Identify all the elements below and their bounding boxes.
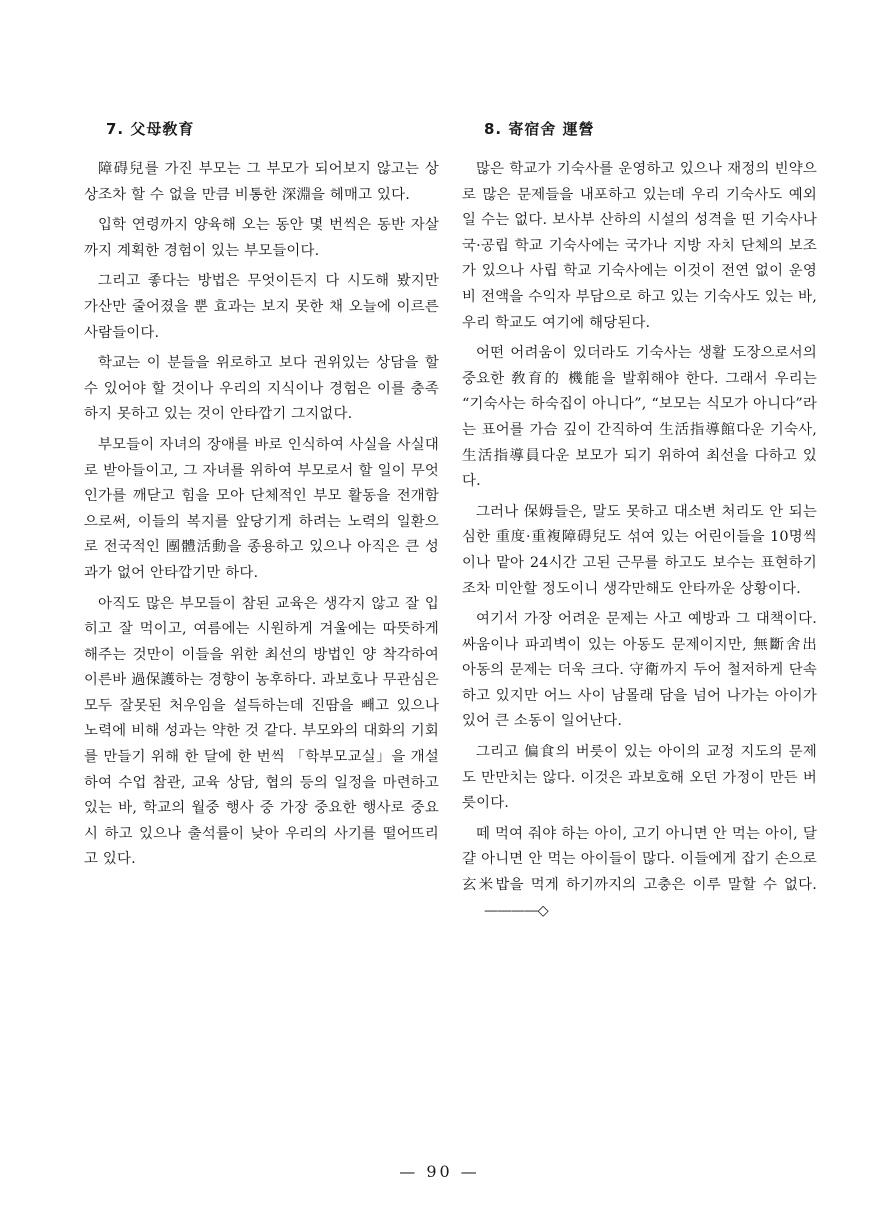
paragraph: 그리고 좋다는 방법은 무엇이든지 다 시도해 봤지만 가산만 줄어졌을 뿐 효과는 보지 못한 채 오늘에 이르른 사람들이다. xyxy=(84,273,439,341)
paragraph: 어떤 어려움이 있더라도 기숙사는 생활 도장으로서의 중요한 敎育的 機能을 발휘해야 한다. 그래서 우리는 “기숙사는 하숙집이 아니다”, “보모는 식모가 아니다”라는 표어를 가슴 깊이 간직하여 生活指導館다운 기숙사, 生活指導員다운 보모가 되기 위하여 최선을 다하고 있다. xyxy=(462,345,818,490)
paragraph: 그러나 保姆들은, 말도 못하고 대소변 처리도 안 되는 심한 重度·重複障碍兒도 섞여 있는 어린이들을 10명씩이나 맡아 24시간 고된 근무를 하고도 보수는 표현하기조차 미안할 정도이니 생각만해도 안타까운 상황이다. xyxy=(462,503,817,597)
end-mark: ————◇ xyxy=(484,902,548,919)
paragraph: 여기서 가장 어려운 문제는 사고 예방과 그 대책이다. 싸움이나 파괴벽이 있는 아동도 문제이지만, 無斷舍出 아동의 문제는 더욱 크다. 守衛까지 두어 철저하게 단속하고 있지만 어느 사이 남몰래 담을 넘어 나가는 아이가 있어 큰 소동이 일어난다. xyxy=(462,611,817,730)
paragraph: 입학 연령까지 양육해 오는 동안 몇 번씩은 동반 자살까지 계획한 경험이 있는 부모들이다. xyxy=(84,217,439,259)
paragraph-last xyxy=(462,822,817,924)
paragraph: 부모들이 자녀의 장애를 바로 인식하여 사실을 사실대로 받아들이고, 그 자녀를 위하여 부모로서 할 일이 무엇인가를 깨닫고 힘을 모아 단체적인 부모 활동을 전개함으로써, 이들의 복지를 앞당기게 하려는 노력의 일환으로 전국적인 團體活動을 종용하고 있으나 아직은 큰 성과가 없어 안타깝기만 하다. xyxy=(84,436,439,581)
paragraph: 많은 학교가 기숙사를 운영하고 있으나 재정의 빈약으로 많은 문제들을 내포하고 있는데 우리 기숙사도 예외일 수는 없다. 보사부 산하의 시설의 성격을 띤 기숙사나 국·공립 학교 기숙사에는 국가나 지방 자치 단체의 보조가 있으나 사립 학교 기숙사에는 이것이 전연 없이 운영비 전액을 수익자 부담으로 하고 있는 기숙사도 있는 바, 우리 학교도 여기에 해당된다. xyxy=(462,161,817,331)
paragraph: 그리고 偏食의 버릇이 있는 아이의 교정 지도의 문제도 만만치는 않다. 이것은 과보호해 오던 가정이 만든 버릇이다. xyxy=(462,744,817,812)
page-number: — 90 — xyxy=(399,1162,480,1181)
section-heading-parent-education: 7. 父母敎育 xyxy=(106,120,195,138)
left-column xyxy=(84,118,439,878)
section-heading-dormitory-operation: 8. 寄宿舍 運營 xyxy=(484,120,595,138)
paragraph-text: 떼 먹여 줘야 하는 아이, 고기 아니면 안 먹는 아이, 달걀 아니면 안 먹는 아이들이 많다. 이들에게 잡기 손으로 玄米밥을 먹게 하기까지의 고충은 이루 말할 수 없다. xyxy=(462,825,817,894)
paragraph: 障碍兒를 가진 부모는 그 부모가 되어보지 않고는 상상조차 할 수 없을 만큼 비통한 深淵을 헤매고 있다. xyxy=(84,161,439,203)
paragraph: 학교는 이 분들을 위로하고 보다 권위있는 상담을 할 수 있어야 할 것이나 우리의 지식이나 경험은 이를 충족하지 못하고 있는 것이 안타깝기 그지없다. xyxy=(84,355,439,423)
paragraph: 아직도 많은 부모들이 참된 교육은 생각지 않고 잘 입히고 잘 먹이고, 여름에는 시원하게 겨울에는 따뜻하게 해주는 것만이 이들을 위한 최선의 방법인 양 착각하여 이른바 過保護하는 경향이 농후하다. 과보호나 무관심은 모두 잘못된 처우임을 설득하는데 진땀을 빼고 있으나 노력에 비해 성과는 약한 것 같다. 부모와의 대화의 기회를 만들기 위해 한 달에 한 번씩 「학부모교실」을 개설하여 수업 참관, 교육 상담, 협의 등의 일정을 마련하고 있는 바, 학교의 월중 행사 중 가장 중요한 행사로 중요시 하고 있으나 출석률이 낮아 우리의 사기를 떨어뜨리고 있다. xyxy=(84,595,439,868)
right-column xyxy=(462,118,817,929)
